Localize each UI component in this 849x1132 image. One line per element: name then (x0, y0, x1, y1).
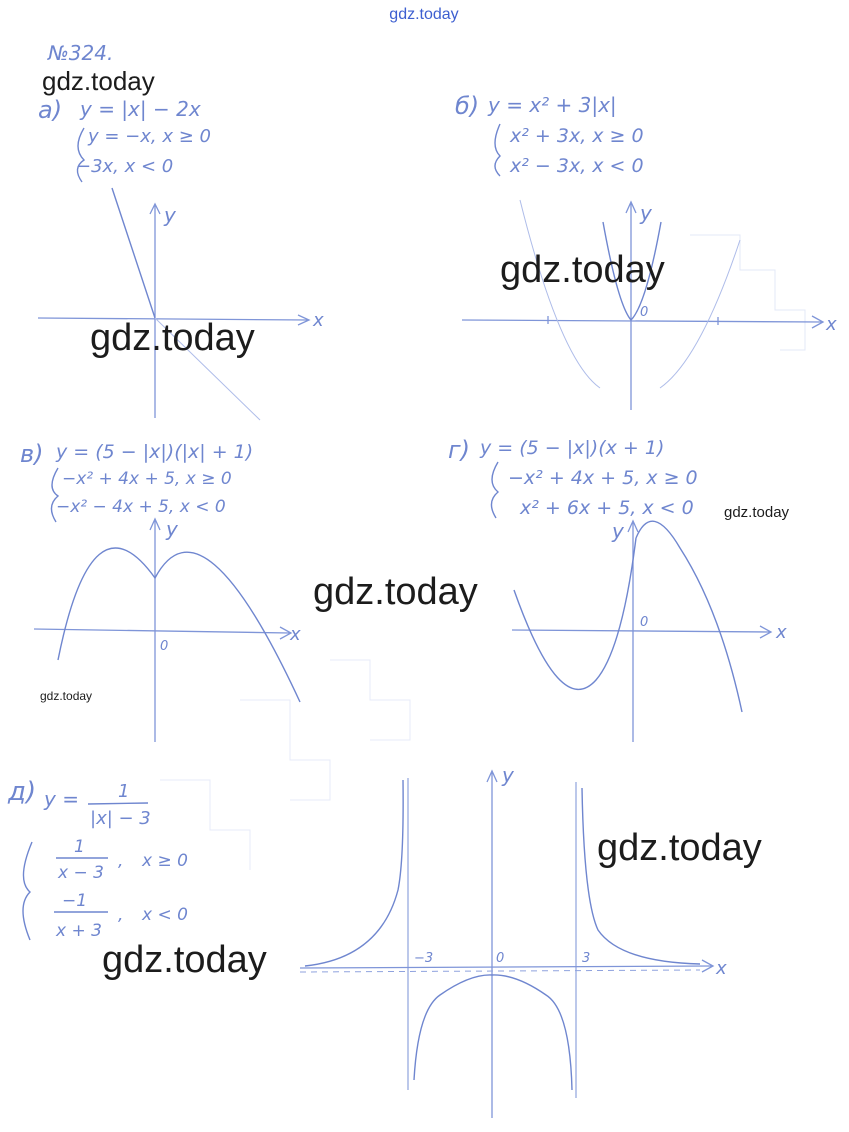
part-d-brace (23, 842, 32, 940)
watermark-top: gdz.today (389, 6, 459, 23)
part-v-equation: y = (5 − |x|)(|x| + 1) (56, 441, 254, 463)
part-d-branch-right (582, 788, 700, 964)
part-d-x-label: x (716, 958, 727, 979)
part-d-horizontal-asymptote (300, 970, 700, 972)
part-g-label: г) (448, 436, 470, 464)
part-g-y-label: y (612, 519, 624, 543)
part-v-x-label: x (290, 624, 301, 645)
part-g-graph-right (636, 521, 742, 712)
part-d-y-label: y (502, 763, 514, 787)
part-d-branch-middle (414, 975, 572, 1090)
part-v-x-axis (34, 629, 290, 633)
part-b-y-label: y (640, 201, 652, 225)
part-b-case-1: x² + 3x, x ≥ 0 (510, 125, 644, 147)
part-d-tick-pos-3: 3 (582, 951, 591, 966)
part-a-graph-left (112, 188, 155, 318)
part-a-label: а) (38, 96, 63, 124)
part-a-x-label: x (313, 310, 324, 331)
watermark-1: gdz.today (42, 66, 155, 96)
part-a-equation: y = |x| − 2x (80, 97, 201, 121)
part-g-x-label: x (776, 622, 787, 643)
part-g-origin-label: 0 (640, 615, 649, 630)
part-b-equation: y = x² + 3|x| (488, 93, 617, 117)
part-d-case-2-numerator: −1 (62, 891, 88, 911)
watermark-2: gdz.today (500, 249, 665, 291)
watermark-4: gdz.today (724, 504, 790, 521)
part-b-x-label: x (826, 314, 837, 335)
part-v-case-2: −x² − 4x + 5, x < 0 (56, 497, 226, 517)
part-a-case-2: −3x, x < 0 (76, 156, 174, 177)
part-d-case-1-denominator: x − 3 (58, 863, 104, 883)
part-d-branch-left (305, 780, 403, 966)
part-d-case-2-comma: , (118, 905, 124, 925)
part-g-case-1: −x² + 4x + 5, x ≥ 0 (508, 467, 698, 489)
part-v-y-label: y (166, 517, 178, 541)
watermark-7: gdz.today (597, 827, 762, 869)
part-d-label: д) (8, 777, 37, 807)
part-b-case-2: x² − 3x, x < 0 (510, 155, 644, 177)
faint-background-squares (160, 235, 805, 870)
part-a (38, 96, 324, 420)
part-g (448, 436, 787, 742)
part-d-y-eq: y = (44, 787, 79, 811)
part-b-label: б) (455, 92, 480, 120)
part-g-brace (491, 462, 498, 518)
part-b-faint-curve (520, 200, 740, 388)
part-a-y-label: y (164, 203, 176, 227)
part-d-origin-label: 0 (496, 951, 505, 966)
part-b-x-axis (462, 320, 822, 322)
part-d-equation-numerator: 1 (118, 781, 130, 802)
part-d-tick-neg-3: −3 (414, 951, 434, 966)
part-g-equation: y = (5 − |x|)(x + 1) (480, 437, 665, 459)
part-b-brace (495, 124, 500, 176)
part-d-case-2-condition: x < 0 (142, 905, 188, 925)
watermark-5: gdz.today (313, 571, 478, 613)
part-b-origin-label: 0 (640, 305, 649, 320)
part-d-equation-denominator: |x| − 3 (90, 808, 151, 829)
part-v-origin-label: 0 (160, 639, 169, 654)
problem-number: №324. (48, 41, 114, 65)
part-d-case-2-denominator: x + 3 (56, 921, 102, 941)
watermark-8: gdz.today (102, 939, 267, 981)
part-d-fraction-bar (88, 803, 148, 804)
part-d-case-1-numerator: 1 (74, 837, 85, 857)
part-v-graph (58, 548, 300, 702)
part-d-case-1-condition: x ≥ 0 (142, 851, 188, 871)
part-g-graph-left (514, 538, 636, 689)
part-v-case-1: −x² + 4x + 5, x ≥ 0 (62, 469, 232, 489)
part-a-case-1: y = −x, x ≥ 0 (88, 126, 211, 147)
part-d-case-1-comma: , (118, 851, 124, 871)
part-v-label: в) (20, 440, 44, 468)
part-g-x-axis (512, 630, 770, 632)
watermark-6: gdz.today (40, 689, 93, 703)
watermark-3: gdz.today (90, 317, 255, 359)
part-d-x-axis (300, 966, 712, 968)
part-g-case-2: x² + 6x + 5, x < 0 (520, 497, 694, 519)
